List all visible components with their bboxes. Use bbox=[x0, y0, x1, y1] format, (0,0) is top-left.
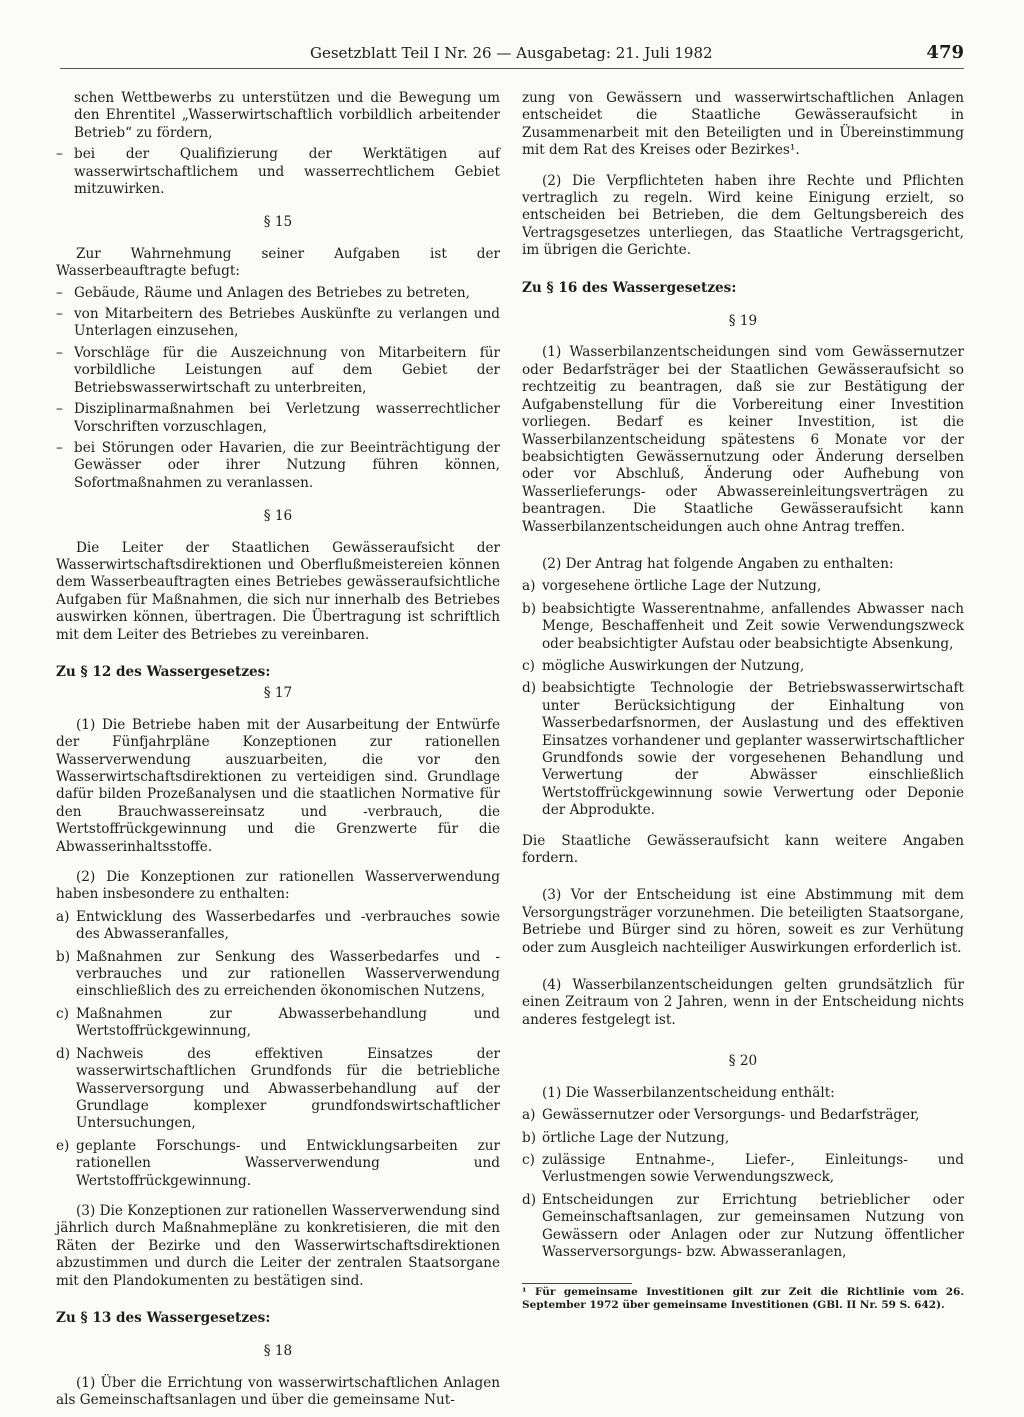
list-marker: b) bbox=[56, 948, 71, 965]
list-marker: d) bbox=[522, 1191, 537, 1208]
list-marker: c) bbox=[522, 1151, 535, 1168]
list-text: mögliche Auswirkungen der Nutzung, bbox=[542, 657, 805, 674]
list-item bbox=[56, 1138, 500, 1190]
list-text: zulässige Entnahme-, Liefer-, Einleitungs- und Verlustmengen sowie Verwendungszweck, bbox=[542, 1151, 964, 1186]
page-header bbox=[60, 44, 964, 69]
list-item: – bei Störungen oder Havarien, die zur Beeinträchtigung der Gewässer oder ihrer Nutzung führen können, Sofortmaßnahmen zu veranlassen. bbox=[56, 440, 500, 492]
section-title: § 18 bbox=[263, 1343, 293, 1360]
list-text: beabsichtigte Wasserentnahme, anfallendes Abwasser nach Menge, Beschaffenheit und Zeit sowie Verwendungszweck oder beabsichtigter Aufstau oder beabsichtigte Absenkung, bbox=[542, 600, 964, 652]
paragraph: zung von Gewässern und wasserwirtschaftlichen Anlagen entscheidet die Staatliche Gewässeraufsicht in Zusammenarbeit mit den Beteiligten und in Übereinstimmung mit dem Rat des Kreises oder Bezirkes¹. bbox=[522, 90, 964, 159]
section-title: § 15 bbox=[263, 214, 293, 231]
gazette-title: Gesetzblatt Teil I Nr. 26 — Ausgabetag: 21. Juli 1982 bbox=[310, 44, 713, 62]
section-title: § 16 bbox=[263, 508, 293, 525]
paragraph: (3) Die Konzeptionen zur rationellen Wasserverwendung sind jährlich durch Maßnahmepläne zu konkretisieren, die mit den Räten der Bezirke und den Wasserwirtschaftsdirektionen abzustimmen und durch die Leiter der zentralen Staatsorgane mit den Plandokumenten zu bestätigen sind. bbox=[56, 1202, 500, 1289]
list-text: Entwicklung des Wasserbedarfes und -verbrauches sowie des Abwasseranfalles, bbox=[76, 908, 500, 943]
list-item: – von Mitarbeitern des Betriebes Auskünfte zu verlangen und Unterlagen einzusehen, bbox=[56, 306, 500, 341]
list-item bbox=[522, 1192, 964, 1262]
section-heading: Zu § 13 des Wassergesetzes: bbox=[56, 1309, 271, 1326]
paragraph: Die Staatliche Gewässeraufsicht kann weitere Angaben fordern. bbox=[522, 832, 964, 867]
list-text: vorgesehene örtliche Lage der Nutzung, bbox=[542, 578, 822, 595]
list-item bbox=[522, 601, 964, 653]
footnote: ¹ Für gemeinsame Investitionen gilt zur Zeit die Richtlinie vom 26. September 1972 über gemeinsame Investitionen (GBl. II Nr. 59 S. 642). bbox=[522, 1286, 964, 1312]
list-marker: a) bbox=[56, 908, 70, 925]
list-marker: a) bbox=[522, 1107, 536, 1124]
list-item bbox=[56, 1006, 500, 1041]
paragraph: (1) Die Betriebe haben mit der Ausarbeitung der Entwürfe der Fünfjahrpläne Konzeptionen zur rationellen Wasserverwendung auszuarbeiten, die vor den Wasserwirtschaftsdirektionen zu verteidigen sind. Grundlage dafür bilden Prozeßanalysen und die staatlichen Normative für den Brauchwassereinsatz und -verbrauch, die Wertstoffrückgewinnung und die Grenzwerte für die Abwasserinhaltsstoffe. bbox=[56, 716, 500, 855]
list-text: örtliche Lage der Nutzung, bbox=[542, 1129, 730, 1146]
paragraph: (1) Die Wasserbilanzentscheidung enthält: bbox=[542, 1084, 835, 1101]
list-text: Entscheidungen zur Errichtung betrieblicher oder Gemeinschaftsanlagen, zur gemeinsamen Nutzung von Gewässern oder Anlagen oder zur Nutzung öffentlicher Wasserversorgungs- bzw. Abwasseranlagen, bbox=[542, 1191, 964, 1260]
list-marker: c) bbox=[56, 1005, 69, 1022]
paragraph: (2) Der Antrag hat folgende Angaben zu enthalten: bbox=[542, 555, 894, 572]
section-title: § 20 bbox=[728, 1053, 758, 1070]
list-text: Gewässernutzer oder Versorgungs- und Bedarfsträger, bbox=[542, 1107, 920, 1124]
list-text: geplante Forschungs- und Entwicklungsarbeiten zur rationellen Wasserverwendung und Wertstoffrückgewinnung. bbox=[76, 1137, 500, 1189]
paragraph: (4) Wasserbilanzentscheidungen gelten grundsätzlich für einen Zeitraum von 2 Jahren, wenn in der Entscheidung nichts anderes festgelegt ist. bbox=[522, 977, 964, 1028]
list-marker: b) bbox=[522, 600, 537, 617]
list-marker: d) bbox=[522, 680, 537, 697]
page-number: 479 bbox=[926, 42, 964, 63]
list-text: beabsichtigte Technologie der Betriebswasserwirtschaft unter Berücksichtigung der Einhaltung von Wasserbedarfsnormen, der Auslastung und des effektiven Einsatzes vorhandener und geplanter wasserwirtschaftlicher Grundfonds sowie der vorgesehenen Behandlung und Verwertung der Abwässer einschließlich Wertstoffrückgewinnung sowie Verwertung oder Deponie der Abprodukte. bbox=[542, 680, 964, 819]
list-item: – Vorschläge für die Auszeichnung von Mitarbeitern für vorbildliche Leistungen auf dem Gebiet der Betriebswasserwirtschaft zu unterbreiten, bbox=[56, 345, 500, 397]
section-heading: Zu § 16 des Wassergesetzes: bbox=[522, 279, 737, 296]
list-item: – Gebäude, Räume und Anlagen des Betriebes zu betreten, bbox=[56, 285, 500, 302]
list-item bbox=[522, 680, 964, 819]
list-item bbox=[56, 909, 500, 944]
list-marker: b) bbox=[522, 1129, 537, 1146]
paragraph: (1) Über die Errichtung von wasserwirtschaftlichen Anlagen als Gemeinschaftsanlagen und über die gemeinsame Nut- bbox=[56, 1374, 500, 1409]
list-item bbox=[56, 949, 500, 1001]
list-text: Maßnahmen zur Abwasserbehandlung und Wertstoffrückgewinnung, bbox=[76, 1005, 500, 1040]
list-item: – bei der Qualifizierung der Werktätigen auf wasserwirtschaftlichem und wasserrechtlichem Gebiet mitzuwirken. bbox=[56, 146, 500, 198]
section-title: § 17 bbox=[263, 685, 293, 702]
list-item bbox=[522, 1152, 964, 1187]
list-marker: c) bbox=[522, 657, 535, 674]
list-item bbox=[522, 658, 964, 675]
paragraph: Die Leiter der Staatlichen Gewässeraufsicht der Wasserwirtschaftsdirektionen und Oberflußmeistereien können dem Wasserbeauftragten eines Betriebes gewässeraufsichtliche Aufgaben für Maßnahmen, die sich nur innerhalb des Betriebes auswirken können, übertragen. Die Übertragung ist schriftlich mit dem Leiter des Betriebes zu vereinbaren. bbox=[56, 539, 500, 643]
list-item bbox=[522, 1130, 964, 1147]
paragraph: (3) Vor der Entscheidung ist eine Abstimmung mit dem Versorgungsträger vorzunehmen. Die beteiligten Staatsorgane, Betriebe und Bürger sind zu hören, soweit es zur Verhütung oder zum Ausgleich nachteiliger Auswirkungen erforderlich ist. bbox=[522, 887, 964, 956]
list-marker: a) bbox=[522, 578, 536, 595]
right-column bbox=[522, 90, 964, 1312]
paragraph: Zur Wahrnehmung seiner Aufgaben ist der Wasserbeauftragte befugt: bbox=[56, 245, 500, 280]
paragraph: (1) Wasserbilanzentscheidungen sind vom Gewässernutzer oder Bedarfsträger bei der Staatlichen Gewässeraufsicht so rechtzeitig zu beantragen, daß sie zur Bestätigung der Aufgabenstellung für die Vorbereitung einer Investition vorliegen. Bedarf es keiner Investition, ist die Wasserbilanzentscheidung spätestens 6 Monate vor der beabsichtigten Gewässernutzung oder Änderung derselben oder vor Abschluß, Änderung oder Aufhebung von Wasserlieferungs- oder Abwassereinleitungsverträgen zu beantragen. Die Staatliche Gewässeraufsicht kann Wasserbilanzentscheidungen auch ohne Antrag treffen. bbox=[522, 344, 964, 535]
paragraph: (2) Die Konzeptionen zur rationellen Wasserverwendung haben insbesondere zu enthalten: bbox=[56, 869, 500, 903]
continued-text: schen Wettbewerbs zu unterstützen und die Bewegung um den Ehrentitel „Wasserwirtschaftlich vorbildlich arbeitender Betrieb“ zu fördern, bbox=[74, 90, 500, 141]
footnote-rule bbox=[522, 1283, 632, 1284]
paragraph: (2) Die Verpflichteten haben ihre Rechte und Pflichten vertraglich zu regeln. Wird keine Einigung erzielt, so entscheiden bei Betrieben, die dem Geltungsbereich des Vertragsgesetzes unterliegen, das Staatliche Vertragsgericht, im übrigen die Gerichte. bbox=[522, 172, 964, 259]
list-item bbox=[522, 1107, 964, 1124]
list-text: Maßnahmen zur Senkung des Wasserbedarfes und -verbrauches und zur rationellen Wasserverwendung einschließlich des zu erreichenden ökonomischen Nutzens, bbox=[76, 948, 500, 1000]
section-heading: Zu § 12 des Wassergesetzes: bbox=[56, 663, 271, 680]
list-item bbox=[522, 578, 964, 595]
list-item: – Disziplinarmaßnahmen bei Verletzung wasserrechtlicher Vorschriften vorzuschlagen, bbox=[56, 401, 500, 436]
list-marker: e) bbox=[56, 1137, 70, 1154]
list-text: Nachweis des effektiven Einsatzes der wasserwirtschaftlichen Grundfonds für die betriebliche Wasserversorgung und Abwasserbehandlung auf der Grundlage komplexer grundfondswirtschaftlicher Untersuchungen, bbox=[76, 1045, 500, 1132]
section-title: § 19 bbox=[728, 313, 758, 330]
list-marker: d) bbox=[56, 1045, 71, 1062]
left-column bbox=[56, 90, 500, 1410]
list-item bbox=[56, 1046, 500, 1133]
